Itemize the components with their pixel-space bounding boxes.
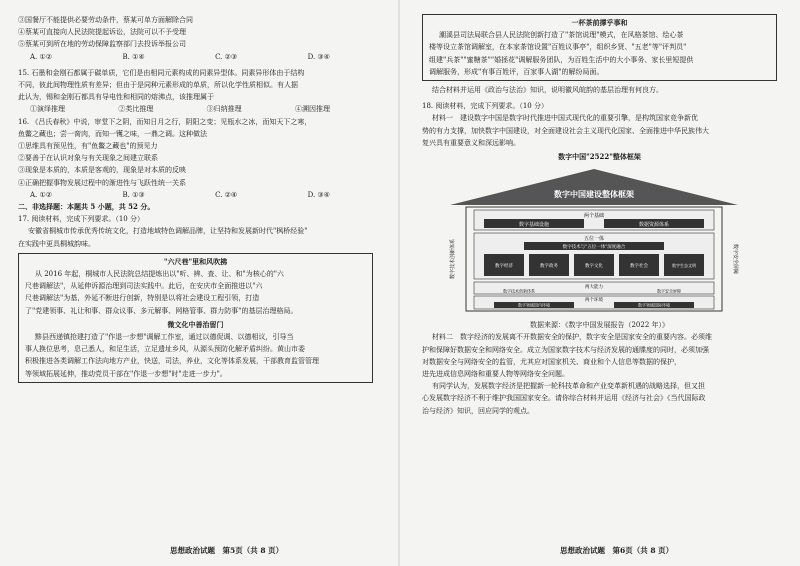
- material-text: 进先进成信息网络和重要人物等网络安全问题。: [422, 370, 569, 379]
- option-line: ④蔡某可直接向人民法院提起诉讼，法院可以不予受理: [18, 28, 186, 37]
- choice: ①演绎推理: [30, 105, 65, 114]
- row-cell-label: 数据资源体系: [638, 222, 670, 229]
- material-box-1: [18, 253, 373, 383]
- row-cell-label: 数字领域国内环境: [518, 302, 550, 308]
- box-text: 尺巷调解法"，从延伸诉源治理到司法实践中。此后，在安庆市全面推进以"六: [25, 282, 263, 291]
- right-page: [422, 14, 777, 417]
- row-title: 五位一体: [583, 236, 605, 243]
- row-cell-label: 数字文化: [585, 264, 603, 270]
- choice: B. ①③: [122, 190, 145, 199]
- right-footer: 思想政治试题 第6页（共 8 页）: [560, 546, 674, 555]
- roof-label: 数字中国建设整体框架: [554, 190, 634, 200]
- box-text: 组建"兵茶""蜜糖茶""婚拯花"调解服务团队，为百姓生活中的大小事务、家长里短提供: [429, 55, 694, 64]
- left-footer: 思想政治试题 第5页（共 8 页）: [170, 546, 284, 555]
- box-text: 等领域拓展延伸，推动党员干部在"作退一步想"时"走进一步力"。: [25, 369, 227, 378]
- question-18: 18. 阅读材料，完成下列要求。（10 分）: [422, 102, 548, 111]
- option-line: ⑤蔡某可到所在地的劳动保障监察部门去投诉举报公司: [18, 40, 186, 49]
- choice: B. ①④: [122, 52, 145, 61]
- question-text: 此认为，锡和金刚石都具有导电性和相同的熔沸点，该推理属于: [18, 93, 214, 102]
- box-text: 事人换位思考，息己悉人，和足生活，立足遗址乡风，从源头预防化解矛盾纠纷。黄山市委: [25, 345, 305, 354]
- five-cells: [484, 254, 704, 276]
- row-cell-label: 数字基础设施: [518, 222, 550, 229]
- row-cell-label: 数字安全屏障: [657, 288, 681, 294]
- box-text: 调解服务，形成"有事百姓评，百家事人湖"的解纷局面。: [429, 67, 604, 76]
- box-title: "六尺巷"里和风吹拂: [163, 256, 228, 266]
- left-side-label: 数字技术创新体系: [450, 239, 456, 280]
- q15-options: [18, 103, 330, 115]
- box-title: 微文化中善治留门: [167, 319, 224, 329]
- framework-diagram: [444, 167, 744, 315]
- box-text: 了"党建领事、礼让和事、群众议事、多元解事、网格管事、群力防事"的基层治理格局。: [25, 306, 298, 315]
- page-fold: [398, 0, 400, 566]
- row-title: 两个环境: [585, 298, 603, 304]
- task-text: 治与经济》知识，回应同学的观点。: [422, 406, 534, 415]
- option-line: ③国餐厅不能提供必要劳动条件，蔡某可单方面解除合同: [18, 16, 193, 24]
- question-text: 不同，彼此间物理性质有差异；但由于是同种元素形成的单质，所以化学性质相似。有人据: [18, 81, 298, 90]
- material-text: 材料二 数字经济的发展离不开数据安全的保护，数字安全是国家安全的重要内容。必须维: [432, 333, 712, 342]
- material-text: 势的有力支撑，加快数字中国建设，对全面建设社会主义现代化国家、全面推进中华民族伟大: [422, 126, 709, 135]
- q16-options: [18, 189, 330, 201]
- row-cell-label: 数字生态文明: [672, 263, 696, 269]
- row-cell-label: 数字领域国际环境: [638, 302, 670, 308]
- material-text: 复兴具有重要意义和深远影响。: [422, 138, 520, 147]
- box-text: 黟县西递镇抢建打造了"作退一步想"调解工作室，通过以德促调、以德相议，引导当: [35, 333, 294, 342]
- material-intro: 安徽省桐城市传承优秀传统文化，打造地域特色调解品牌，让坚持和发展新时代"枫桥经验": [28, 227, 308, 236]
- option-line: ③现象是本质的，本质是客观的，现象是对本质的反映: [18, 166, 186, 175]
- row-cell-label: 数字社会: [630, 264, 648, 270]
- box-text: 楼等设立茶馆调解室，在本家茶馆设置"百姓议事亭"，组织乡贤、"五老"等"评判员": [429, 43, 687, 52]
- q14-options: [18, 51, 330, 63]
- choice: D. ③④: [307, 190, 330, 199]
- option-line: ①思维具有预见性，有"鱼鳖之藏也"的预见力: [18, 142, 158, 151]
- diagram-caption: 数字中国"2522"整体框架: [558, 152, 641, 162]
- choice: ④溯因推理: [294, 105, 330, 114]
- question-17: 17. 阅读材料，完成下列要求。（10 分）: [18, 215, 144, 224]
- option-line: ④正确把握事物发展过程中的渐进性与飞跃性统一关系: [18, 178, 186, 187]
- box-text: 从 2016 年起，桐城市人民法院总结提炼出以"听、辨、查、让、和"为核心的"六: [35, 270, 284, 279]
- row-title: 两大能力: [585, 285, 603, 291]
- right-side-label: 数字安全屏障: [732, 244, 738, 275]
- material-text: 护和保障好数据安全和网络安全。成立为国家数字技术与经济发展的通牒度的同时，必须加强: [422, 345, 709, 354]
- choice: ②类比推理: [118, 105, 154, 114]
- row-title: 两个基础: [583, 213, 605, 220]
- section-heading: 二、非选择题：本题共 5 小题，共 52 分。: [18, 202, 155, 212]
- choice: ③归纳推理: [206, 105, 242, 114]
- box-text: 积极推进各类调解工作法向地方产业，快送，司法，养业，文化等体系发展，干部教育监管管理: [25, 357, 319, 366]
- task-text: 有同学认为，发展数字经济是把握新一轮科技革命和产业变革新机遇的战略选择，但又担: [432, 382, 705, 391]
- material-text: 材料一 建设数字中国是数字时代推进中国式现代化的重要引擎，是构筑国家竞争新优: [432, 114, 698, 123]
- material-intro: 在实践中更具桐城韵味。: [18, 239, 95, 248]
- box-text: 尺巷调解法"为基，外延不断进行创新，特别是以将社会建设工程引领，打造: [25, 294, 260, 303]
- q17-task: 结合材料并运用《政治与法治》知识，说明徽风皖韵的基层治理有何良方。: [432, 86, 663, 95]
- material-box-3: [422, 14, 777, 81]
- choice: C. ②④: [215, 190, 238, 199]
- row-cell-label: 数字政务: [540, 264, 558, 270]
- box-title: 一杯茶前撑乎事和: [571, 18, 628, 27]
- choice: A. ①②: [30, 52, 53, 61]
- choice: C. ②③: [215, 52, 238, 61]
- diagram-roof: [450, 169, 738, 205]
- choice: D. ③④: [307, 52, 330, 61]
- question-16: 16. 《吕氏春秋》中说，审堂下之阴，而知日月之行，阴阳之变；见瓶水之冰，而知天下之寒，: [18, 117, 312, 126]
- framework-svg: [444, 167, 744, 315]
- data-source: 数据来源：《数字中国发展报告（2022 年）》: [529, 321, 670, 330]
- material-text: 对数据安全与网络安全的监管，尤其应对国家机关、商业和个人信息等数据的保护，: [422, 357, 681, 366]
- left-page: [18, 14, 373, 386]
- task-text: 心发展数字经济不利于维护我国国家安全。请你综合材料并运用《经济与社会》《当代国际政: [422, 394, 706, 403]
- row-banner-label: 数字技术与"五位一体"深度融合: [562, 245, 626, 251]
- question-text: 鱼鳖之藏也；尝一脔肉，而知一镬之味，一鼎之调。这种做法: [18, 129, 207, 138]
- choice: A. ①②: [30, 190, 53, 199]
- option-line: ②要善于在认识对象与有关现象之间建立联系: [18, 154, 158, 163]
- question-15: 15. 石墨和金刚石都属于碳单质，它们是由相同元素构成的同素异型体。同素异形体由于结构: [18, 68, 305, 77]
- row-cell-label: 数字技术创新体系: [503, 288, 535, 294]
- box-text: 潮溪县司法局联合县人民法院创新打造了"茶馆说理"模式，在风格茶馆、绘心茶: [439, 31, 684, 40]
- row-cell-label: 数字经济: [495, 264, 513, 270]
